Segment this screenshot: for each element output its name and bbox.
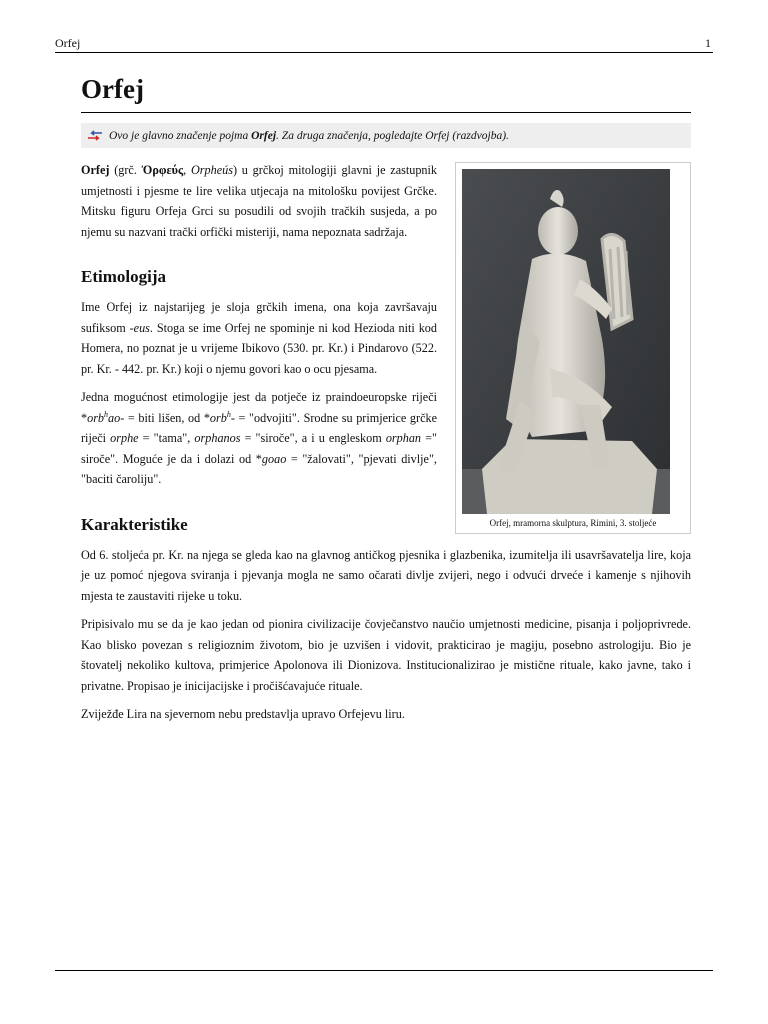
etymology-paragraph-2: Jedna mogućnost etimologije jest da potječe iz praindoeuropske riječi *orb$^h$ao- = biti lišen, od *orb$^h$- = "odvojiti". Srodne su primjerice grčke riječi orphe = "tama", orphanos = "siroče", a i u engleskom orphan =" siroče". Moguće je da i dolazi od *goao = "žalovati", "pjevati divlje", "baciti čaroliju".: [81, 390, 437, 486]
figure-caption: Orfej, mramorna skulptura, Rimini, 3. stoljeće: [489, 518, 657, 528]
article: [81, 70, 691, 733]
hatnote-text: Ovo je glavno značenje pojma Orfej. Za druga značenja, pogledajte Orfej (razdvojba).: [109, 129, 509, 142]
footer-rule: [55, 970, 713, 971]
running-header: [55, 36, 713, 53]
characteristics-paragraph-1: Od 6. stoljeća pr. Kr. na njega se gleda kao na glavnog antičkog pjesnika i glazbenika, izumitelja ili usavršavatelja lire, koja je uz pomoć njegova sviranja i pjevanja mogla ne samo očarati divlje zvijeri, nego i odvući drveće i kamenje s njihovih mjesta te zaustaviti rijeke u toku.: [81, 547, 691, 603]
hatnote-term: Orfej: [251, 129, 277, 142]
intro-paragraph: Orfej (grč. Ὀρφεύς, Orpheús) u grčkoj mitologiji glavni je zastupnik umjetnosti i pjesme te lire velika utjecaja na mitološku povijest Grčke. Mitsku figuru Orfeja Grci su posudili od svojih tračkih susjeda, a po njemu su nazvani trački orfički misteriji, nama nepoznata sadržaja.: [81, 163, 437, 239]
hatnote-disambiguation-link[interactable]: . Za druga značenja, pogledajte Orfej (razdvojba).: [276, 129, 509, 142]
heading-characteristics: Karakteristike: [81, 514, 188, 534]
disambiguation-arrows-icon: [87, 130, 103, 142]
characteristics-paragraph-2: Pripisivalo mu se da je kao jedan od pionira civilizacije čovječanstvo naučio umjetnosti medicine, pisanja i poljoprivrede. Kao blisko povezan s religioznim životom, bio je uzvišen i vidovit, prakticirao je magiju, posebno astrologiju. Bio je štovatelj nekoliko kultova, primjerice Apolonova ili Dionizova. Institucionalizirao je mistične rituale, kako javne, tako i privatne. Propisao je inicijacijske i pročišćavajuće rituale.: [81, 617, 691, 693]
page-number: 1: [705, 36, 711, 50]
sculpture-figure: [455, 162, 691, 534]
disambiguation-hatnote: [81, 123, 691, 148]
heading-etymology: Etimologija: [81, 267, 166, 286]
running-header-title: Orfej: [55, 36, 81, 50]
article-title: Orfej: [81, 70, 691, 113]
characteristics-paragraph-3: Zviježđe Lira na sjevernom nebu predstavlja upravo Orfejevu liru.: [81, 707, 405, 721]
etymology-paragraph-1: Ime Orfej iz najstarijeg je sloja grčkih imena, ona koja završavaju sufiksom -eus. Stoga se ime Orfej ne spominje ni kod Hezioda niti kod Homera, no poznat je u vrijeme Ibikovo (530. pr. Kr.) i Pindarovo (522. pr. Kr. - 442. pr. Kr.) koji o njemu govori kao o ocu pjesama.: [81, 300, 437, 376]
orpheus-sculpture-image: [462, 169, 670, 514]
